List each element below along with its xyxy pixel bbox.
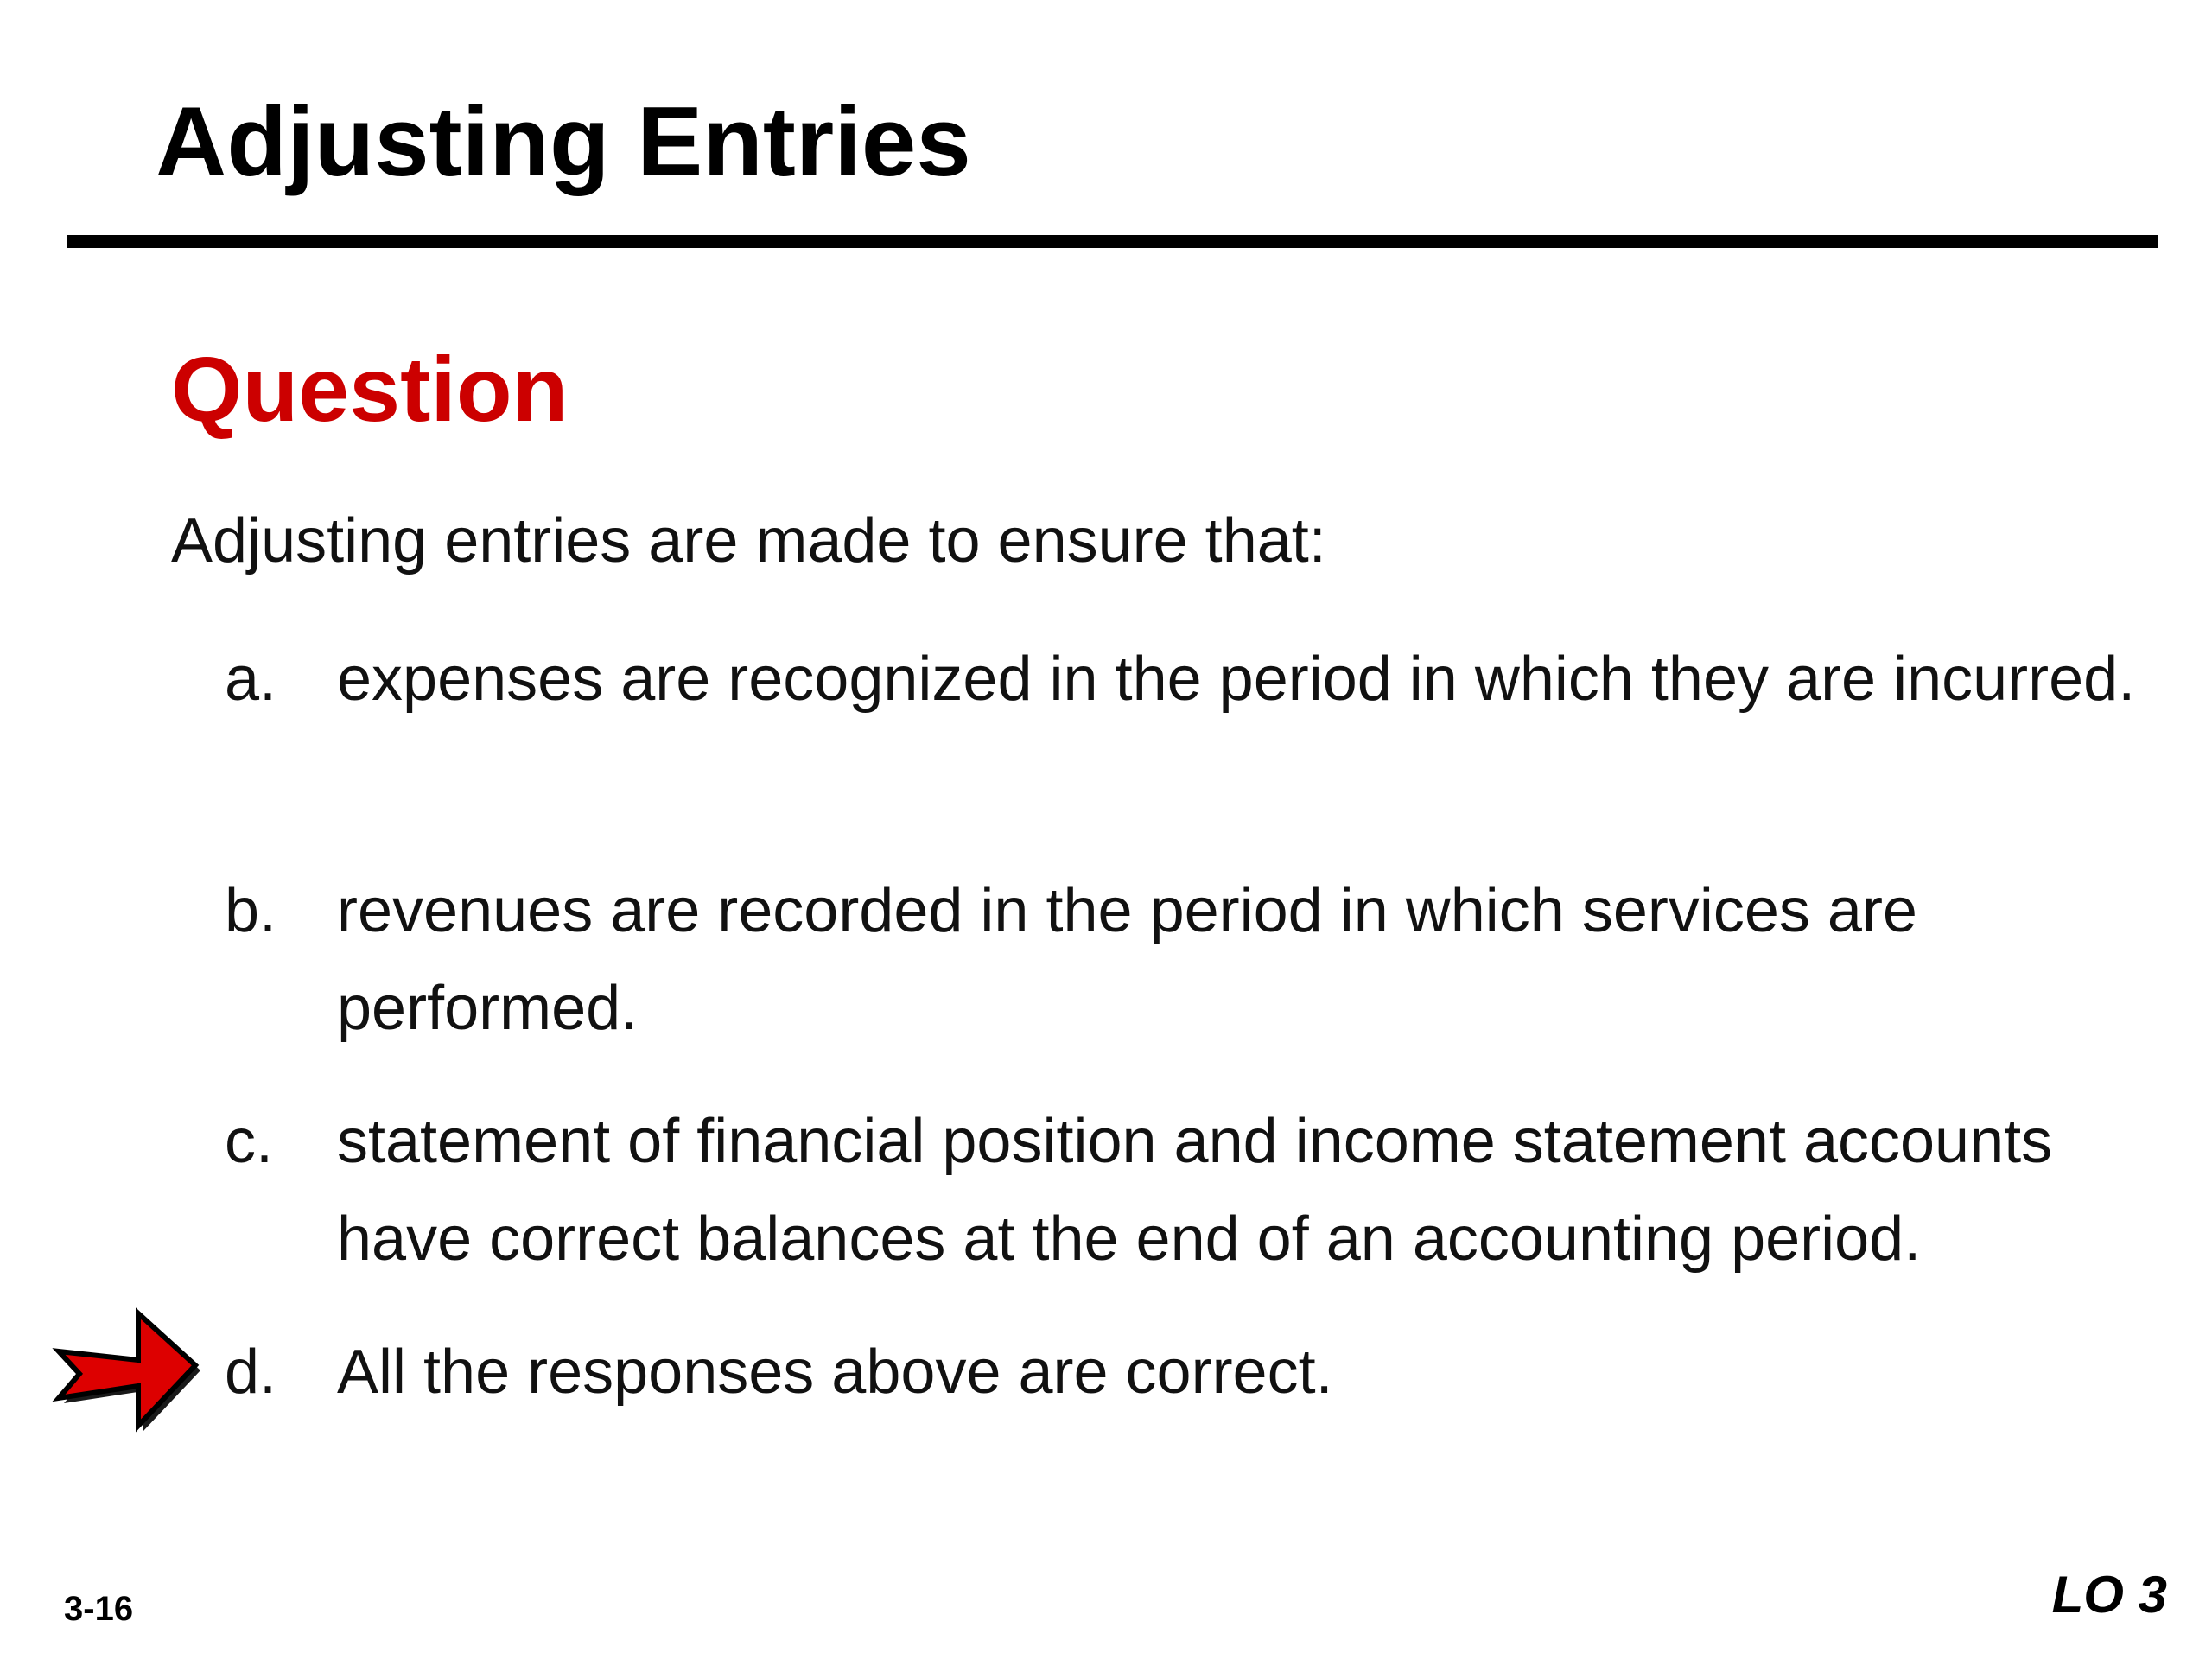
answer-option-c	[225, 1093, 2160, 1288]
learning-objective-label: LO 3	[2051, 1566, 2167, 1624]
option-text: statement of financial position and income statement accounts have correct balances at the end of an accounting period.	[337, 1107, 2053, 1274]
answer-option-d	[225, 1324, 2160, 1421]
option-letter: b.	[225, 876, 277, 945]
arrow-right-icon	[52, 1303, 212, 1441]
slide-title: Adjusting Entries	[156, 87, 971, 197]
answer-option-b	[225, 862, 2160, 1058]
question-heading: Question	[171, 339, 569, 441]
option-text: All the responses above are correct.	[337, 1338, 1333, 1407]
option-letter: d.	[225, 1338, 277, 1407]
option-text: revenues are recorded in the period in which services are performed.	[337, 876, 1917, 1043]
option-text: expenses are recognized in the period in which they are incurred.	[337, 645, 2136, 714]
answer-option-a	[225, 631, 2160, 728]
option-letter: a.	[225, 645, 277, 714]
slide-number: 3-16	[64, 1590, 134, 1628]
question-stem: Adjusting entries are made to ensure that:	[171, 506, 1326, 575]
title-divider	[67, 235, 2158, 248]
option-letter: c.	[225, 1107, 274, 1176]
